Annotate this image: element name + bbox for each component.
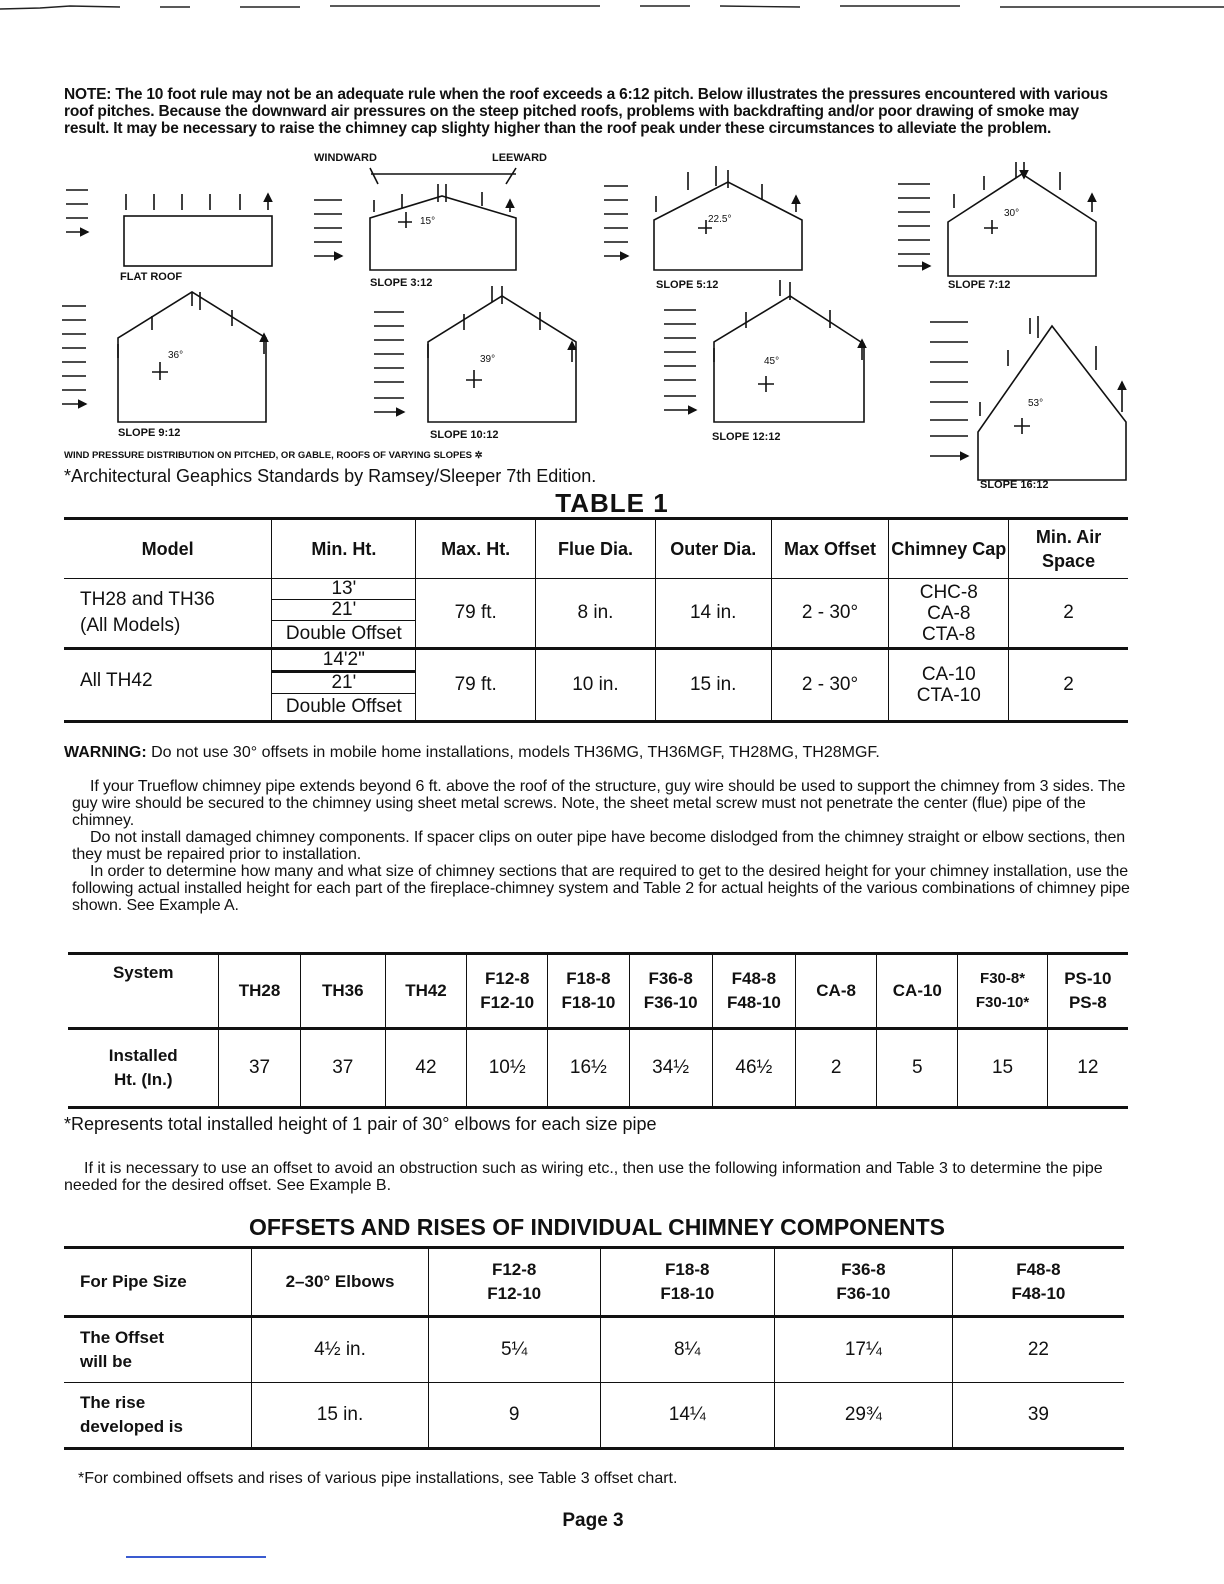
- roof-label: SLOPE 9:12: [118, 427, 181, 439]
- table1: [64, 517, 1128, 723]
- leeward-label: LEEWARD: [492, 152, 547, 164]
- col-header: Min. Ht.: [272, 519, 416, 579]
- page-number: Page 3: [562, 1510, 624, 1531]
- angle-label: 53°: [1028, 398, 1044, 409]
- angle-label: 30°: [1004, 208, 1020, 219]
- row-label: [64, 1383, 252, 1449]
- offset-value: 17¼: [774, 1317, 952, 1383]
- rise-value: 14¼: [600, 1383, 774, 1449]
- rise-value: 39: [952, 1383, 1124, 1449]
- warning-body: Do not use 30° offsets in mobile home installations, models TH36MG, TH36MGF, TH28MG, TH28MGF.: [146, 744, 880, 761]
- wind-pressure-diagrams: [56, 150, 1156, 495]
- outer-dia: 15 in.: [655, 649, 771, 722]
- col-header: Min. Air Space: [1009, 519, 1128, 579]
- col-header: [600, 1248, 774, 1317]
- col-header-line: F12-8: [484, 969, 530, 988]
- row-label: [64, 1317, 252, 1383]
- cap-model: CA-8: [927, 602, 971, 624]
- max-offset: 2 - 30°: [771, 649, 889, 722]
- installed-ht-value: 16½: [548, 1029, 629, 1108]
- row-label-line: developed is: [80, 1417, 183, 1436]
- flue-dia: 10 in.: [536, 649, 656, 722]
- col-header: Flue Dia.: [536, 519, 656, 579]
- col-header-line: F36-8: [841, 1260, 886, 1279]
- col-header: Model: [64, 519, 272, 579]
- angle-label: 15°: [420, 216, 436, 227]
- chimney-cap: [889, 649, 1009, 722]
- flat-roof-diagram: [66, 190, 272, 266]
- min-ht: Double Offset: [272, 621, 416, 649]
- source-credit: *Architectural Geaphics Standards by Ramsey/Sleeper 7th Edition.: [64, 466, 597, 486]
- col-header-line: TH28: [238, 981, 281, 1000]
- max-ht: 79 ft.: [416, 579, 536, 649]
- col-header: [385, 954, 466, 1029]
- model-cell: [64, 649, 272, 722]
- paragraph: If it is necessary to use an offset to avoid an obstruction such as wiring etc., then use the following information and Table 3 to determine the pipe needed for the desired offset. See Example B.: [64, 1160, 1103, 1194]
- chimney-cap: [889, 579, 1009, 649]
- angle-label: 39°: [480, 354, 496, 365]
- col-header: [300, 954, 385, 1029]
- slope-7-12-diagram: [898, 162, 1096, 276]
- rise-value: 15 in.: [252, 1383, 428, 1449]
- col-header-line: PS-8: [1068, 993, 1107, 1012]
- col-header-line: F30-8*: [980, 970, 1026, 987]
- installed-ht-value: 15: [958, 1029, 1047, 1108]
- warning-label: WARNING:: [64, 744, 147, 761]
- max-ht: 79 ft.: [416, 649, 536, 722]
- outer-dia: 14 in.: [655, 579, 771, 649]
- col-header: [548, 954, 629, 1029]
- col-header-line: F36-10: [643, 993, 698, 1012]
- col-header-line: F48-8: [731, 969, 777, 988]
- col-header: [712, 954, 795, 1029]
- col-header: Max Offset: [771, 519, 889, 579]
- col-header-line: F36-10: [836, 1284, 891, 1303]
- col-header-line: TH36: [321, 981, 364, 1000]
- roof-label: SLOPE 16:12: [980, 479, 1049, 491]
- system-header: System: [68, 954, 219, 1029]
- col-header: [467, 954, 548, 1029]
- offset-value: 5¼: [428, 1317, 600, 1383]
- row-label-line: Ht. (In.): [113, 1070, 173, 1089]
- slope-12-12-diagram: [664, 280, 864, 422]
- offset-value: 22: [952, 1317, 1124, 1383]
- windward-label: WINDWARD: [314, 152, 377, 164]
- roof-label: SLOPE 10:12: [430, 429, 499, 441]
- angle-label: 22.5°: [708, 214, 732, 225]
- installed-ht-value: 46½: [712, 1029, 795, 1108]
- table1-title: TABLE 1: [555, 488, 669, 518]
- col-header: [219, 954, 300, 1029]
- min-air-space: 2: [1009, 649, 1128, 722]
- installed-ht-value: 12: [1047, 1029, 1128, 1108]
- min-air-space: 2: [1009, 579, 1128, 649]
- offset-value: 4½ in.: [252, 1317, 428, 1383]
- flue-dia: 8 in.: [536, 579, 656, 649]
- cap-model: CA-10: [921, 664, 976, 685]
- slope-3-12-diagram: [314, 168, 516, 270]
- paragraph: Do not install damaged chimney components. If spacer clips on outer pipe have become dislodged from the chimney straight or elbow sections, then they must be repaired prior to installation.: [72, 829, 1126, 863]
- model-name: All TH42: [80, 670, 153, 691]
- table3: [64, 1246, 1124, 1450]
- col-header-line: F18-10: [561, 993, 616, 1012]
- roof-label: SLOPE 12:12: [712, 431, 781, 443]
- col-header-line: F48-8: [1016, 1260, 1061, 1279]
- table3-title: OFFSETS AND RISES OF INDIVIDUAL CHIMNEY COMPONENTS: [248, 1214, 946, 1240]
- model-note: (All Models): [80, 615, 181, 636]
- roof-pitch-note: NOTE: The 10 foot rule may not be an adequate rule when the roof exceeds a 6:12 pitch. Below illustrates the pressures encountered with various roof pitches. Because the downward air pressures on the steep pitched roofs, problems with backdrafting and/or poor drawing of smoke may result. It may be necessary to raise the chimney cap slighty higher than the roof peak under these circumstances to alleviate the problem.: [64, 86, 1108, 137]
- roof-label: FLAT ROOF: [120, 271, 183, 283]
- col-header-line: F18-8: [665, 1260, 710, 1279]
- warning-text: [64, 744, 880, 762]
- col-header-line: CA-10: [892, 981, 942, 1000]
- model-cell: [64, 579, 272, 649]
- col-header-line: TH42: [405, 981, 447, 1000]
- installed-ht-value: 37: [300, 1029, 385, 1108]
- row-label-line: The rise: [80, 1393, 146, 1412]
- roof-label: SLOPE 3:12: [370, 277, 433, 289]
- cap-model: CTA-10: [916, 685, 981, 706]
- cap-model: CTA-8: [922, 623, 976, 645]
- angle-label: 36°: [168, 350, 184, 361]
- col-header-line: F18-8: [566, 969, 611, 988]
- col-header: [1047, 954, 1128, 1029]
- paragraph: In order to determine how many and what size of chimney sections that are required to get to the desired height for your chimney installation, use the following actual installed height for each part of the fireplace-chimney system and Table 2 for actual heights of the various combinations of chimney pipe shown. See Example A.: [72, 863, 1130, 914]
- cap-model: CHC-8: [919, 581, 978, 603]
- top-scan-line: [0, 0, 1224, 12]
- guy-wire-paragraphs: [72, 778, 1130, 914]
- col-header-line: F12-8: [491, 1260, 537, 1279]
- angle-label: 45°: [764, 356, 780, 367]
- table2: [68, 952, 1128, 1109]
- col-header: [796, 954, 877, 1029]
- col-header-line: F12-10: [480, 993, 535, 1012]
- slope-9-12-diagram: [62, 292, 266, 422]
- installed-ht-value: 10½: [467, 1029, 548, 1108]
- min-ht: 21': [272, 672, 416, 694]
- roof-label: SLOPE 7:12: [948, 279, 1011, 291]
- col-header: [877, 954, 958, 1029]
- bottom-scan-line: [126, 1556, 266, 1558]
- col-header: [629, 954, 712, 1029]
- model-name: TH28 and TH36: [80, 589, 215, 610]
- installed-ht-value: 2: [796, 1029, 877, 1108]
- col-header-line: F18-10: [660, 1284, 715, 1303]
- col-header-line: F30-10*: [975, 994, 1030, 1011]
- min-ht: 13': [272, 579, 416, 600]
- max-offset: 2 - 30°: [771, 579, 889, 649]
- col-header-line: F36-8: [648, 969, 693, 988]
- col-header: Outer Dia.: [655, 519, 771, 579]
- installed-ht-header: [68, 1029, 219, 1108]
- row-label-line: will be: [80, 1352, 132, 1371]
- rise-value: 9: [428, 1383, 600, 1449]
- installed-ht-value: 42: [385, 1029, 466, 1108]
- col-header-line: F48-10: [1011, 1284, 1066, 1303]
- offset-value: 8¼: [600, 1317, 774, 1383]
- installed-ht-value: 37: [219, 1029, 300, 1108]
- col-header: [958, 954, 1047, 1029]
- col-header-line: F12-10: [487, 1284, 542, 1303]
- col-header: Chimney Cap: [889, 519, 1009, 579]
- min-ht: 14'2": [272, 649, 416, 672]
- offset-paragraph: [64, 1160, 1128, 1194]
- row-label-line: The Offset: [80, 1328, 165, 1347]
- min-ht: 21': [272, 600, 416, 621]
- col-header: For Pipe Size: [64, 1248, 252, 1317]
- col-header-line: F48-10: [726, 993, 781, 1012]
- slope-10-12-diagram: [374, 286, 576, 422]
- diagram-caption: WIND PRESSURE DISTRIBUTION ON PITCHED, OR GABLE, ROOFS OF VARYING SLOPES ✲: [64, 450, 483, 461]
- installed-ht-value: 5: [877, 1029, 958, 1108]
- col-header-line: CA-8: [816, 981, 856, 1000]
- col-header: [428, 1248, 600, 1317]
- paragraph: If your Trueflow chimney pipe extends beyond 6 ft. above the roof of the structure, guy wire should be used to support the chimney from 3 sides. The guy wire should be secured to the chimney using sheet metal screws. Note, the sheet metal screw must not penetrate the center (flue) pipe of the chimney.: [72, 778, 1126, 829]
- col-header-line: PS-10: [1064, 969, 1112, 988]
- min-ht: Double Offset: [272, 694, 416, 722]
- row-label-line: Installed: [108, 1046, 178, 1065]
- col-header: [774, 1248, 952, 1317]
- slope-5-12-diagram: [604, 166, 802, 270]
- col-header: [952, 1248, 1124, 1317]
- installed-ht-value: 34½: [629, 1029, 712, 1108]
- rise-value: 29¾: [774, 1383, 952, 1449]
- col-header: Max. Ht.: [416, 519, 536, 579]
- combined-offsets-footnote: *For combined offsets and rises of various pipe installations, see Table 3 offset chart.: [78, 1470, 678, 1487]
- roof-label: SLOPE 5:12: [656, 279, 719, 291]
- elbow-footnote: *Represents total installed height of 1 pair of 30° elbows for each size pipe: [64, 1114, 657, 1134]
- col-header: 2–30° Elbows: [252, 1248, 428, 1317]
